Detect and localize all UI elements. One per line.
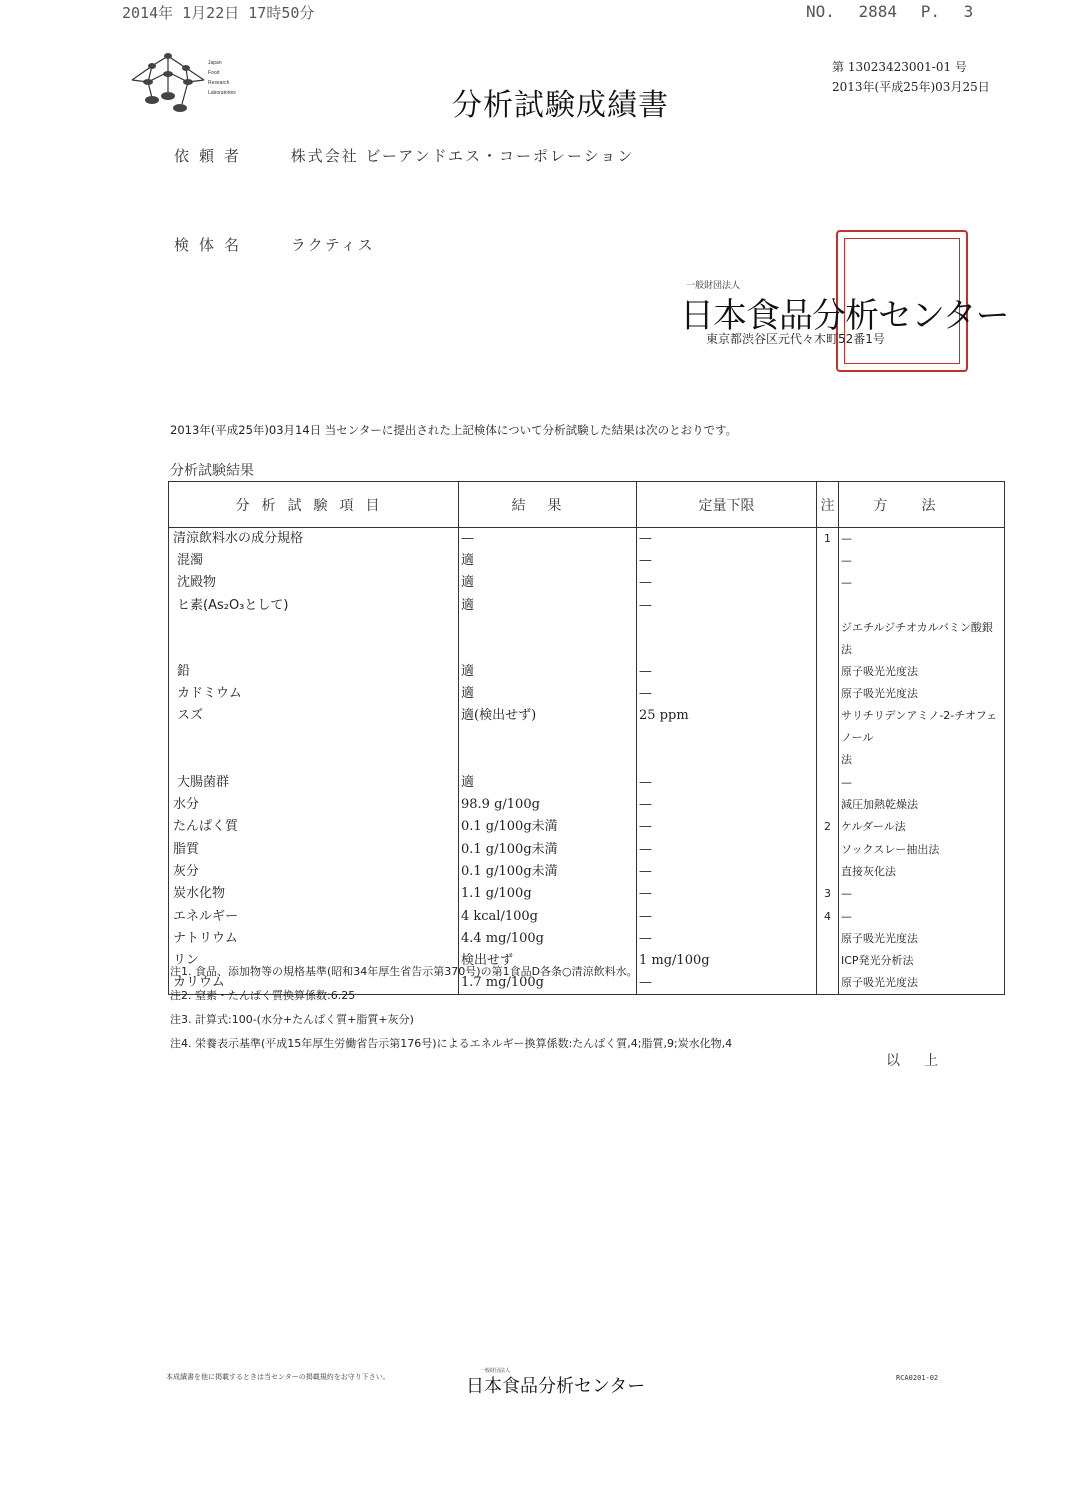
- table-row: [169, 928, 1005, 950]
- result-method: 減圧加熱乾燥法: [839, 794, 1005, 816]
- result-note: [817, 772, 839, 794]
- result-method: 原子吸光光度法: [839, 683, 1005, 705]
- result-method: —: [839, 550, 1005, 572]
- result-item: 水分: [169, 794, 459, 816]
- result-limit: —: [637, 528, 817, 551]
- result-note: 1: [817, 528, 839, 551]
- header-note: 注: [817, 482, 839, 528]
- result-note: [817, 661, 839, 683]
- result-note: 4: [817, 906, 839, 928]
- specimen-field: [174, 234, 375, 255]
- result-value: 適: [459, 772, 637, 794]
- result-note: [817, 705, 839, 749]
- result-value: 適: [459, 661, 637, 683]
- result-value: 適: [459, 572, 637, 594]
- result-item: 鉛: [169, 661, 459, 683]
- result-value: 0.1 g/100g未満: [459, 816, 637, 838]
- result-item: エネルギー: [169, 906, 459, 928]
- result-limit: 1 mg/100g: [637, 950, 817, 972]
- table-row: [169, 528, 1005, 551]
- result-item: 清涼飲料水の成分規格: [169, 528, 459, 551]
- table-row: [169, 617, 1005, 661]
- footnotes: [170, 960, 732, 1056]
- result-item: 脂質: [169, 839, 459, 861]
- result-method: ソックスレー抽出法: [839, 839, 1005, 861]
- result-item: [169, 617, 459, 661]
- document-title: 分析試験成績書: [452, 88, 669, 123]
- result-value: 4 kcal/100g: [459, 906, 637, 928]
- result-method: 法: [839, 749, 1005, 771]
- result-value: 適: [459, 683, 637, 705]
- result-value: —: [459, 528, 637, 551]
- issuer-name: 日本食品分析センター: [680, 296, 1009, 336]
- form-code: RCA0201-02: [896, 1374, 939, 1382]
- result-note: [817, 928, 839, 950]
- result-limit: —: [637, 572, 817, 594]
- result-note: [817, 861, 839, 883]
- result-value: 98.9 g/100g: [459, 794, 637, 816]
- fax-timestamp: 2014年 1月22日 17時50分: [122, 4, 315, 22]
- result-item: 灰分: [169, 861, 459, 883]
- result-value: 4.4 mg/100g: [459, 928, 637, 950]
- table-row: [169, 794, 1005, 816]
- result-limit: —: [637, 595, 817, 617]
- intro-text: 2013年(平成25年)03月14日 当センターに提出された上記検体について分析試験した結果は次のとおりです。: [170, 423, 738, 437]
- result-value: 検出せず: [459, 950, 637, 972]
- result-item: 混濁: [169, 550, 459, 572]
- result-note: 2: [817, 816, 839, 838]
- result-value: 0.1 g/100g未満: [459, 861, 637, 883]
- client-value: 株式会社 ビーアンドエス・コーポレーション: [290, 147, 635, 165]
- jfrl-logo: [128, 52, 258, 124]
- result-method: 直接灰化法: [839, 861, 1005, 883]
- fax-page: P. 3: [920, 2, 974, 21]
- result-limit: —: [637, 839, 817, 861]
- result-value: 1.7 mg/100g: [459, 972, 637, 995]
- result-limit: —: [637, 906, 817, 928]
- result-limit: [637, 749, 817, 771]
- result-method: 原子吸光光度法: [839, 661, 1005, 683]
- table-row: [169, 906, 1005, 928]
- result-limit: —: [637, 772, 817, 794]
- header-method: 方法: [839, 482, 1005, 528]
- result-limit: —: [637, 794, 817, 816]
- header-result: 結果: [459, 482, 637, 528]
- result-limit: —: [637, 550, 817, 572]
- result-value: 適: [459, 595, 637, 617]
- result-method: —: [839, 572, 1005, 594]
- table-row: [169, 705, 1005, 749]
- result-value: 適: [459, 550, 637, 572]
- result-limit: —: [637, 972, 817, 995]
- result-method: ジエチルジチオカルバミン酸銀法: [839, 617, 1005, 661]
- table-row: [169, 861, 1005, 883]
- client-label: 依頼者: [174, 147, 250, 165]
- result-method: サリチリデンアミノ-2-チオフェノール: [839, 705, 1005, 749]
- result-method: —: [839, 772, 1005, 794]
- result-value: [459, 749, 637, 771]
- result-note: [817, 572, 839, 594]
- table-row: [169, 816, 1005, 838]
- result-limit: —: [637, 861, 817, 883]
- footer-org-name: 日本食品分析センター: [466, 1376, 646, 1397]
- footnote: 注3. 計算式:100-(水分+たんぱく質+脂質+灰分): [170, 1013, 414, 1026]
- table-row: [169, 839, 1005, 861]
- specimen-label: 検体名: [174, 236, 250, 254]
- result-method: ICP発光分析法: [839, 950, 1005, 972]
- header-limit: 定量下限: [637, 482, 817, 528]
- result-item: 炭水化物: [169, 883, 459, 905]
- result-value: 1.1 g/100g: [459, 883, 637, 905]
- result-item: スズ: [169, 705, 459, 749]
- result-limit: —: [637, 928, 817, 950]
- result-value: 適(検出せず): [459, 705, 637, 749]
- table-row: [169, 749, 1005, 771]
- result-value: [459, 617, 637, 661]
- result-limit: —: [637, 816, 817, 838]
- fax-page-info: [806, 2, 973, 21]
- table-row: [169, 595, 1005, 617]
- end-mark: 以上: [886, 1053, 962, 1069]
- footnote: 注2. 窒素・たんぱく質換算係数:6.25: [170, 989, 356, 1002]
- table-row: [169, 883, 1005, 905]
- result-item: [169, 749, 459, 771]
- table-row: [169, 772, 1005, 794]
- result-method: ケルダール法: [839, 816, 1005, 838]
- result-method: —: [839, 528, 1005, 551]
- result-method: 原子吸光光度法: [839, 972, 1005, 995]
- jfrl-logo-icon: [128, 52, 208, 124]
- result-note: [817, 794, 839, 816]
- footer-notice: 本成績書を他に掲載するときは当センターの掲載規約をお守り下さい。: [166, 1373, 390, 1381]
- result-method: —: [839, 906, 1005, 928]
- table-row: [169, 661, 1005, 683]
- footnote: 注1. 食品、添加物等の規格基準(昭和34年厚生省告示第370号)の第1食品D各条○清涼飲料水。: [170, 965, 638, 978]
- result-item: 沈殿物: [169, 572, 459, 594]
- result-item: リン: [169, 950, 459, 972]
- issuer-address: 東京都渋谷区元代々木町52番1号: [706, 332, 885, 346]
- result-item: カドミウム: [169, 683, 459, 705]
- result-method: —: [839, 883, 1005, 905]
- result-method: [839, 595, 1005, 617]
- result-limit: —: [637, 683, 817, 705]
- issuer-type: 一般財団法人: [686, 281, 741, 291]
- table-header-row: [169, 482, 1005, 528]
- result-note: [817, 550, 839, 572]
- certificate-date: 2013年(平成25年)03月25日: [832, 80, 990, 94]
- result-item: 大腸菌群: [169, 772, 459, 794]
- result-note: [817, 972, 839, 995]
- logo-text: Japan Food Research Laboratories: [208, 60, 236, 96]
- footnote: 注4. 栄養表示基準(平成15年厚生労働省告示第176号)によるエネルギー換算係数:たんぱく質,4;脂質,9;炭水化物,4: [170, 1037, 733, 1050]
- fax-number: NO. 2884: [806, 2, 898, 21]
- result-limit: [637, 617, 817, 661]
- header-item: 分析試験項目: [169, 482, 459, 528]
- client-field: [174, 145, 634, 166]
- result-limit: —: [637, 883, 817, 905]
- result-note: [817, 683, 839, 705]
- specimen-value: ラクティス: [290, 236, 375, 254]
- table-row: [169, 683, 1005, 705]
- result-note: 3: [817, 883, 839, 905]
- result-limit: —: [637, 661, 817, 683]
- certificate-number: 第 13023423001-01 号: [832, 60, 967, 74]
- result-note: [817, 839, 839, 861]
- result-note: [817, 950, 839, 972]
- section-title: 分析試験結果: [170, 460, 254, 482]
- result-item: たんぱく質: [169, 816, 459, 838]
- result-note: [817, 595, 839, 617]
- result-item: カリウム: [169, 972, 459, 995]
- table-row: [169, 550, 1005, 572]
- result-item: ヒ素(As₂O₃として): [169, 595, 459, 617]
- result-note: [817, 617, 839, 661]
- result-limit: 25 ppm: [637, 705, 817, 749]
- table-row: [169, 572, 1005, 594]
- result-item: ナトリウム: [169, 928, 459, 950]
- result-note: [817, 749, 839, 771]
- result-value: 0.1 g/100g未満: [459, 839, 637, 861]
- footer-org-type: 一般財団法人: [480, 1368, 511, 1374]
- results-table: [168, 481, 1005, 995]
- result-method: 原子吸光光度法: [839, 928, 1005, 950]
